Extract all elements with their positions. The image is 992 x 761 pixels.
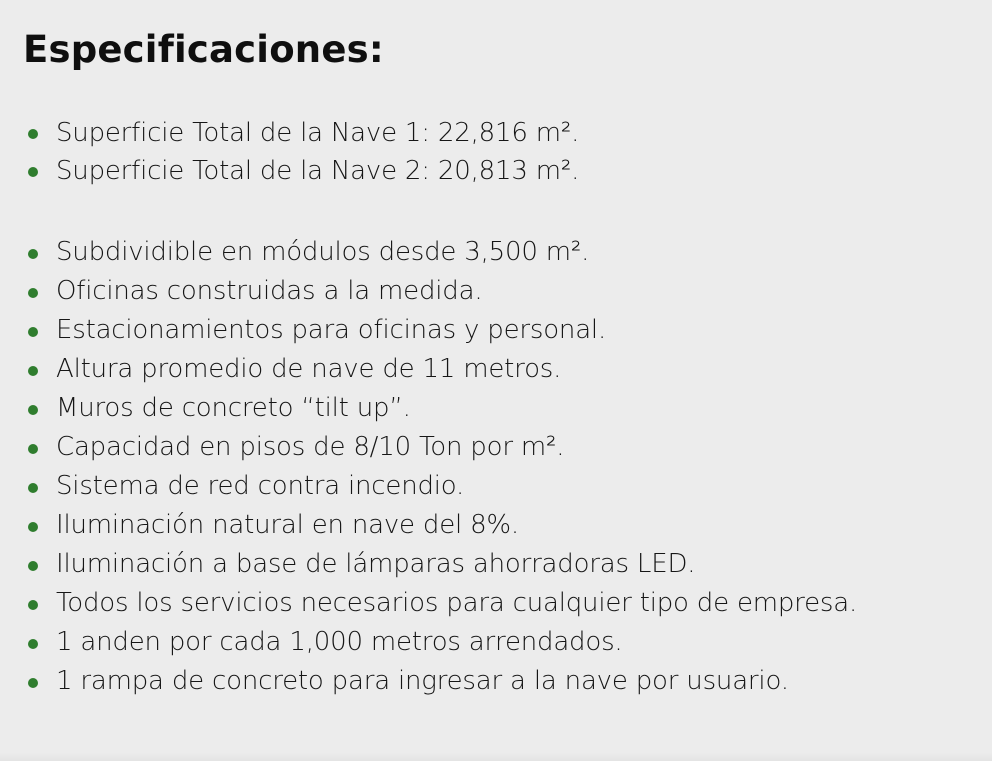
list-item-text: Muros de concreto “tilt up”.	[56, 393, 411, 423]
list-item	[25, 152, 579, 190]
list-item-text: Iluminación natural en nave del 8%.	[56, 510, 519, 540]
bullet-icon	[28, 522, 38, 532]
list-item-text: Sistema de red contra incendio.	[56, 471, 465, 501]
bullet-icon	[28, 129, 38, 139]
bullet-icon	[28, 483, 38, 493]
list-item-text: Todos los servicios necesarios para cualquier tipo de empresa.	[56, 588, 858, 618]
list-item	[25, 662, 857, 701]
bullet-icon	[28, 288, 38, 298]
bullet-icon	[28, 561, 38, 571]
bullet-icon	[28, 327, 38, 337]
list-item-text: Superficie Total de la Nave 2: 20,813 m².	[56, 156, 580, 186]
list-item	[25, 114, 579, 152]
list-item-text: Oficinas construidas a la medida.	[56, 276, 483, 306]
list-item	[25, 545, 857, 584]
bullet-icon	[28, 405, 38, 415]
bullet-icon	[28, 444, 38, 454]
list-item-text: 1 rampa de concreto para ingresar a la nave por usuario.	[56, 666, 789, 696]
list-item	[25, 233, 857, 272]
bullet-icon	[28, 600, 38, 610]
list-item	[25, 623, 857, 662]
bullet-icon	[28, 249, 38, 259]
list-item	[25, 506, 857, 545]
list-item-text: Capacidad en pisos de 8/10 Ton por m².	[56, 432, 565, 462]
page-title: Especificaciones:	[23, 28, 384, 71]
list-item-text: Superficie Total de la Nave 1: 22,816 m².	[56, 118, 580, 148]
list-item	[25, 311, 857, 350]
list-item-text: 1 anden por cada 1,000 metros arrendados.	[56, 627, 623, 657]
bullet-icon	[28, 678, 38, 688]
features-list	[25, 233, 857, 701]
bullet-icon	[28, 639, 38, 649]
list-item	[25, 350, 857, 389]
list-item	[25, 389, 857, 428]
list-item	[25, 467, 857, 506]
bullet-icon	[28, 366, 38, 376]
list-item	[25, 272, 857, 311]
bottom-divider	[0, 753, 992, 761]
list-item-text: Subdividible en módulos desde 3,500 m².	[56, 237, 590, 267]
bullet-icon	[28, 167, 38, 177]
list-item-text: Altura promedio de nave de 11 metros.	[56, 354, 562, 384]
list-item-text: Estacionamientos para oficinas y personal.	[56, 315, 607, 345]
surface-list	[25, 114, 579, 190]
list-item	[25, 584, 857, 623]
list-item-text: Iluminación a base de lámparas ahorradoras LED.	[56, 549, 696, 579]
list-item	[25, 428, 857, 467]
